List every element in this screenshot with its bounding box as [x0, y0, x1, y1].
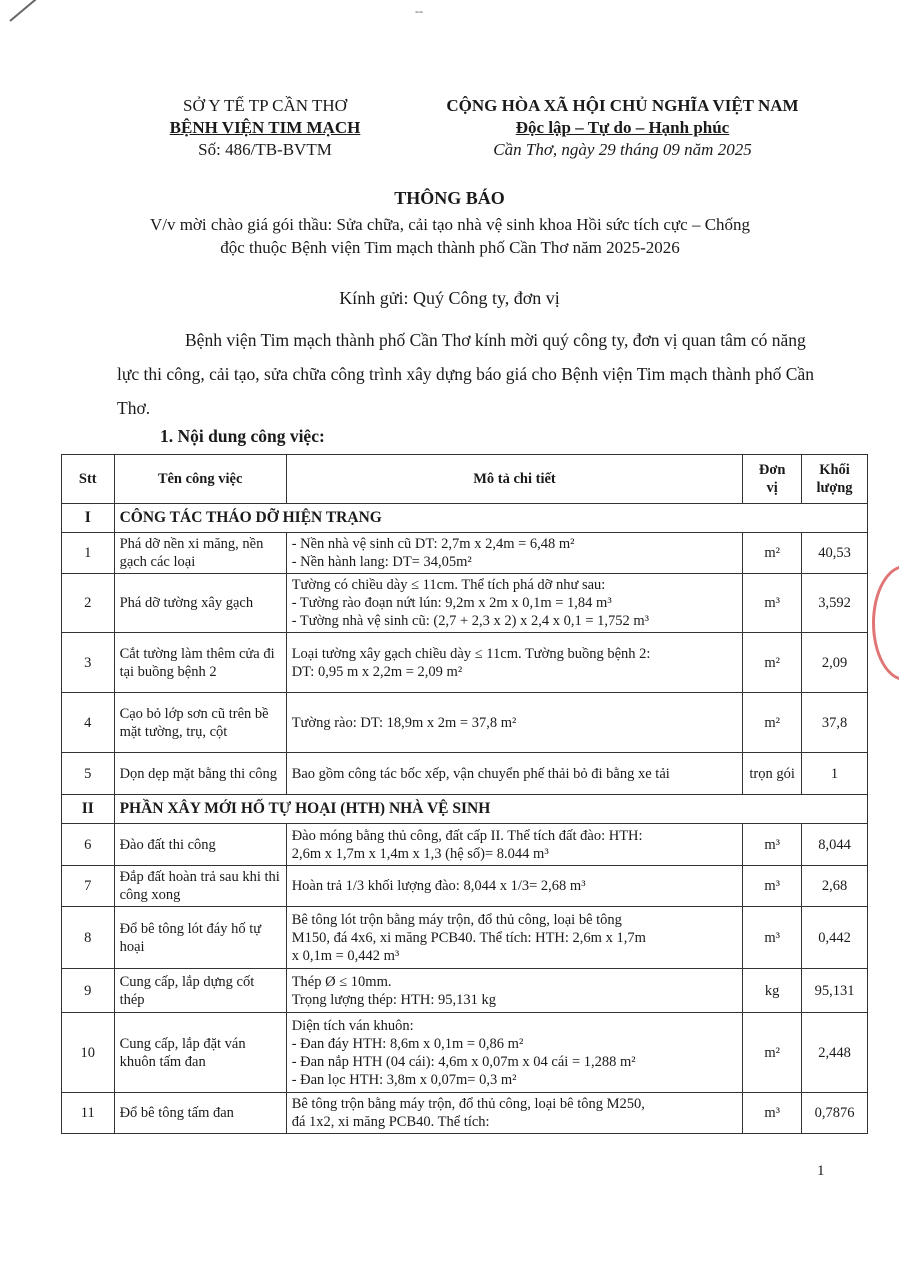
ministry-name: SỞ Y TẾ TP CẦN THƠ: [183, 96, 347, 115]
desc-line: đá 1x2, xi măng PCB40. Thể tích:: [291, 1114, 490, 1130]
desc-line: Bê tông trộn bằng máy trộn, đổ thủ công, loại bê tông M250,: [291, 1096, 645, 1112]
cell-stt: 3: [62, 633, 115, 693]
section-code: II: [62, 795, 115, 824]
section-code: I: [62, 504, 115, 533]
cell-stt: 8: [62, 907, 115, 969]
cell-stt: 4: [62, 693, 115, 753]
desc-line: - Tường rào đoạn nứt lún: 9,2m x 2m x 0,1m = 1,84 m³: [291, 595, 612, 611]
cell-name: Cắt tường làm thêm cửa đi tại buồng bệnh 2: [114, 633, 286, 693]
national-motto: Độc lập – Tự do – Hạnh phúc: [515, 118, 730, 137]
cell-unit: m²: [743, 693, 802, 753]
section-heading: PHẦN XÂY MỚI HỐ TỰ HOẠI (HTH) NHÀ VỆ SINH: [114, 795, 867, 824]
cell-desc: [286, 533, 743, 574]
table-row: [62, 824, 868, 866]
header-qty-line1: Khối: [819, 462, 850, 478]
cell-desc: [286, 753, 743, 795]
page-number: 1: [817, 1163, 825, 1179]
top-mark: --: [415, 4, 423, 18]
cell-unit: m³: [743, 574, 802, 633]
cell-stt: 9: [62, 969, 115, 1013]
section-row: [62, 504, 868, 533]
cell-unit: m³: [743, 1093, 802, 1134]
cell-desc: [286, 693, 743, 753]
cell-stt: 1: [62, 533, 115, 574]
desc-line: Loại tường xây gạch chiều dày ≤ 11cm. Tường buồng bệnh 2:: [291, 645, 651, 662]
section-row: [62, 795, 868, 824]
body-text: Bệnh viện Tim mạch thành phố Cần Thơ kính mời quý công ty, đơn vị quan tâm có năng lực thi công, cải tạo, sửa chữa công trình xây dựng báo giá cho Bệnh viện Tim mạch thành phố Cần Thơ.: [117, 330, 814, 418]
cell-qty: 95,131: [802, 969, 868, 1013]
subject-line-1: V/v mời chào giá gói thầu: Sửa chữa, cải tạo nhà vệ sinh khoa Hồi sức tích cực – Chống: [149, 215, 751, 234]
table-row: [62, 693, 868, 753]
cell-stt: 5: [62, 753, 115, 795]
cell-qty: 1: [802, 753, 868, 795]
cell-unit: trọn gói: [743, 753, 802, 795]
table-row: [62, 753, 868, 795]
cell-desc: [286, 574, 743, 633]
national-title: CỘNG HÒA XÃ HỘI CHỦ NGHĨA VIỆT NAM: [446, 96, 799, 115]
desc-line: Thép Ø ≤ 10mm.: [291, 973, 392, 990]
header-qty-line2: lượng: [816, 480, 853, 496]
cell-name: Cung cấp, lắp dựng cốt thép: [114, 969, 286, 1013]
cell-qty: 0,442: [802, 907, 868, 969]
cell-unit: m³: [743, 907, 802, 969]
cell-unit: m²: [743, 533, 802, 574]
desc-line: Đào móng bằng thủ công, đất cấp II. Thể tích đất đào: HTH:: [291, 827, 643, 844]
cell-name: Đổ bê tông tấm đan: [114, 1093, 286, 1134]
cell-unit: kg: [743, 969, 802, 1013]
cell-desc: [286, 1093, 743, 1134]
desc-line: Hoàn trả 1/3 khối lượng đào: 8,044 x 1/3= 2,68 m³: [291, 878, 586, 894]
cell-desc: [286, 633, 743, 693]
table-header-row: [62, 455, 868, 504]
header-unit: [743, 455, 802, 504]
cell-name: Phá dỡ tường xây gạch: [114, 574, 286, 633]
desc-line: - Nền hành lang: DT= 34,05m²: [291, 554, 472, 570]
subject-line-2: độc thuộc Bệnh viện Tim mạch thành phố Cần Thơ năm 2025-2026: [220, 238, 680, 257]
cell-qty: 2,68: [802, 866, 868, 907]
header-left: [140, 95, 390, 161]
table-row: [62, 533, 868, 574]
desc-line: Trọng lượng thép: HTH: 95,131 kg: [291, 991, 496, 1008]
cell-desc: [286, 969, 743, 1013]
desc-line: Bao gồm công tác bốc xếp, vận chuyển phế thải bỏ đi bằng xe tải: [291, 765, 670, 782]
desc-line: x 0,1m = 0,442 m³: [291, 947, 400, 964]
section-title: 1. Nội dung công việc:: [160, 426, 325, 446]
header-unit-line1: Đơn: [758, 462, 786, 478]
cell-name: Đắp đất hoàn trả sau khi thi công xong: [114, 866, 286, 907]
header-stt: Stt: [62, 455, 115, 504]
cell-name: Đổ bê tông lót đáy hố tự hoại: [114, 907, 286, 969]
cell-qty: 2,09: [802, 633, 868, 693]
desc-line: Tường có chiều dày ≤ 11cm. Thể tích phá dỡ như sau:: [291, 577, 606, 593]
desc-line: Bê tông lót trộn bằng máy trộn, đổ thủ công, loại bê tông: [291, 911, 622, 928]
cell-name: Phá dỡ nền xi măng, nền gạch các loại: [114, 533, 286, 574]
desc-line: - Tường nhà vệ sinh cũ: (2,7 + 2,3 x 2) x 2,4 x 0,1 = 1,752 m³: [291, 613, 650, 629]
header-unit-line2: vị: [766, 480, 778, 496]
cell-stt: 11: [62, 1093, 115, 1134]
desc-line: Tường rào: DT: 18,9m x 2m = 37,8 m²: [291, 714, 517, 731]
document-number: Số: 486/TB-BVTM: [198, 140, 332, 159]
table-body: [62, 504, 868, 1134]
header-name: Tên công việc: [114, 455, 286, 504]
scan-mark: [9, 0, 41, 22]
body-paragraph: [117, 323, 817, 425]
cell-stt: 7: [62, 866, 115, 907]
desc-line: - Đan lọc HTH: 3,8m x 0,07m= 0,3 m²: [291, 1071, 517, 1088]
desc-line: Diện tích ván khuôn:: [291, 1017, 414, 1034]
cell-desc: [286, 907, 743, 969]
header-desc: Mô tả chi tiết: [286, 455, 743, 504]
cell-qty: 3,592: [802, 574, 868, 633]
red-stamp: [872, 565, 899, 681]
cell-qty: 2,448: [802, 1013, 868, 1093]
cell-unit: m²: [743, 1013, 802, 1093]
cell-qty: 40,53: [802, 533, 868, 574]
cell-name: Dọn dẹp mặt bằng thi công: [114, 753, 286, 795]
table-row: [62, 969, 868, 1013]
cell-qty: 0,7876: [802, 1093, 868, 1134]
desc-line: 2,6m x 1,7m x 1,4m x 1,3 (hệ số)= 8.044 m³: [291, 845, 549, 862]
desc-line: - Đan nắp HTH (04 cái): 4,6m x 0,07m x 04 cái = 1,288 m²: [291, 1053, 636, 1070]
cell-qty: 37,8: [802, 693, 868, 753]
cell-stt: 2: [62, 574, 115, 633]
header-right: [415, 95, 830, 161]
cell-unit: m²: [743, 633, 802, 693]
table-row: [62, 907, 868, 969]
desc-line: DT: 0,95 m x 2,2m = 2,09 m²: [291, 663, 463, 680]
cell-name: Đào đất thi công: [114, 824, 286, 866]
table-row: [62, 1093, 868, 1134]
header-qty: [802, 455, 868, 504]
cell-name: Cạo bỏ lớp sơn cũ trên bề mặt tường, trụ, cột: [114, 693, 286, 753]
document-title: THÔNG BÁO: [394, 188, 505, 208]
desc-line: - Nền nhà vệ sinh cũ DT: 2,7m x 2,4m = 6,48 m²: [291, 536, 575, 552]
desc-line: - Đan đáy HTH: 8,6m x 0,1m = 0,86 m²: [291, 1035, 524, 1052]
cell-unit: m³: [743, 824, 802, 866]
cell-unit: m³: [743, 866, 802, 907]
cell-desc: [286, 866, 743, 907]
greeting: Kính gửi: Quý Công ty, đơn vị: [339, 288, 560, 308]
desc-line: M150, đá 4x6, xi măng PCB40. Thể tích: HTH: 2,6m x 1,7m: [291, 929, 646, 946]
place-date: Cần Thơ, ngày 29 tháng 09 năm 2025: [493, 140, 752, 159]
cell-stt: 10: [62, 1013, 115, 1093]
hospital-name: BỆNH VIỆN TIM MẠCH: [169, 118, 361, 137]
table-row: [62, 1013, 868, 1093]
cell-qty: 8,044: [802, 824, 868, 866]
work-table: [61, 454, 868, 1134]
table-row: [62, 633, 868, 693]
cell-desc: [286, 1013, 743, 1093]
cell-desc: [286, 824, 743, 866]
table-row: [62, 866, 868, 907]
cell-stt: 6: [62, 824, 115, 866]
section-heading: CÔNG TÁC THÁO DỠ HIỆN TRẠNG: [114, 504, 867, 533]
table-row: [62, 574, 868, 633]
cell-name: Cung cấp, lắp đặt ván khuôn tấm đan: [114, 1013, 286, 1093]
document-subject: [60, 213, 840, 259]
